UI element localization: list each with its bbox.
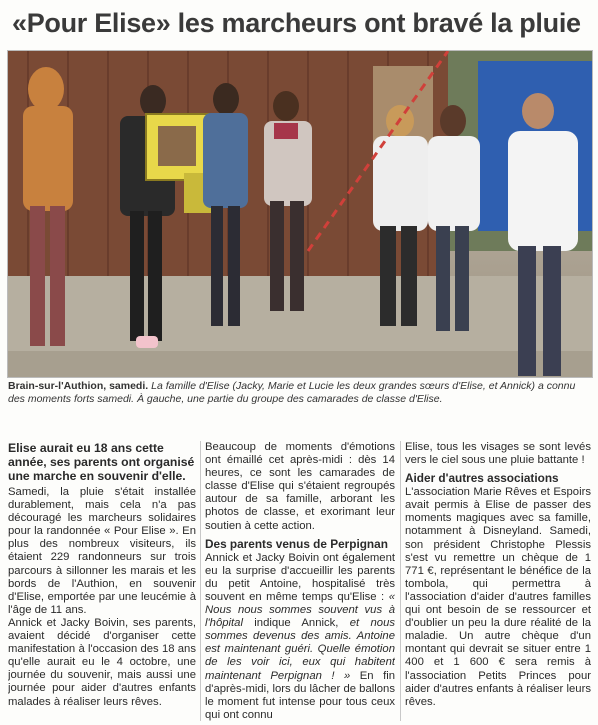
article-paragraph bbox=[205, 552, 395, 722]
quote-text: « Nous nous sommes souvent vus à l'hôpital bbox=[205, 590, 395, 630]
quote-text: et nous sommes devenus des amis. Antoine est maintenant guéri. Quelle émotion de les voir ici, eux qui habitent maintenant Perpignan ! » bbox=[205, 617, 395, 682]
section-heading: Des parents venus de Perpignan bbox=[205, 536, 388, 551]
paragraph-text: En fin d'après-midi, lors du lâcher de ballons le moment fut intense pour tous ceux qui ont connu bbox=[205, 669, 395, 721]
paragraph-text: Annick et Jacky Boivin ont également eu la surprise d'accueillir les parents du petit Antoine, hospitalisé très souvent en même temps qu'Elise : bbox=[205, 551, 395, 603]
photo-caption bbox=[8, 380, 592, 406]
article-headline: «Pour Elise» les marcheurs ont bravé la pluie bbox=[12, 8, 581, 38]
article-photo bbox=[7, 50, 593, 378]
article-column-2 bbox=[205, 441, 395, 723]
caption-location: Brain-sur-l'Authion, samedi. bbox=[8, 380, 149, 392]
article-paragraph: Annick et Jacky Boivin, ses parents, avaient décidé d'organiser cette manifestation à l'occasion des 18 ans qu'elle aurait eu le 4 octobre, une journée du souvenir, mais aussi une journée pour aider d'autres enfants malades à réaliser leurs rêves. bbox=[8, 616, 196, 708]
section-heading: Aider d'autres associations bbox=[405, 471, 559, 486]
photo-illustration bbox=[8, 51, 592, 377]
column-divider bbox=[400, 441, 401, 721]
article-paragraph: L'association Marie Rêves et Espoirs avait permis à Elise de passer des moments magiques avec sa famille, notamment à Disneyland. Samedi, son président Christophe Plessis s'est vu remettre un chèque de 1 771 €, représentant le bénéfice de la tombola, qui permettra à l'association d'aider d'autres familles qui ont besoin de se ressourcer et d'oublier un peu la dure réalité de la maladie. Un autre chèque d'un montant qui devrait se situer entre 1 400 et 1 600 € sera remis à l'association Petits Princes pour aider d'autres enfants à réaliser leurs rêves. bbox=[405, 486, 591, 708]
article-column-3 bbox=[405, 441, 591, 723]
article-paragraph: Elise, tous les visages se sont levés vers le ciel sous une pluie battante ! bbox=[405, 441, 591, 467]
column-divider bbox=[200, 441, 201, 721]
article-paragraph: Beaucoup de moments d'émotions ont émaillé cet après-midi : dès 14 heures, ce sont les camarades de classe d'Elise qui s'étaient regroupés autour de sa famille, arborant les photos de classe, et exorimant leur soutien à cette action. bbox=[205, 441, 395, 532]
article-paragraph: Samedi, la pluie s'était installée durablement, mais cela n'a pas découragé les marcheurs solidaires pour la randonnée « Pour Elise ». En plus des nombreux visiteurs, ils étaient 229 randonneurs sur trois parcours à sillonner les marais et les bords de l'Authion, en souvenir d'Elise, emportée par une leucémie à l'âge de 11 ans. bbox=[8, 486, 196, 616]
article-lead: Elise aurait eu 18 ans cette année, ses parents ont organisé une marche en souvenir d'elle. bbox=[8, 441, 195, 483]
article-column-1 bbox=[8, 441, 196, 723]
caption-text: La famille d'Elise (Jacky, Marie et Lucie les deux grandes sœurs d'Elise, et Annick) a connu des moments forts samedi. À gauche, une partie du groupe des camarades de classe d'Elise. bbox=[8, 380, 576, 405]
paragraph-text: indique Annick, bbox=[242, 617, 350, 630]
